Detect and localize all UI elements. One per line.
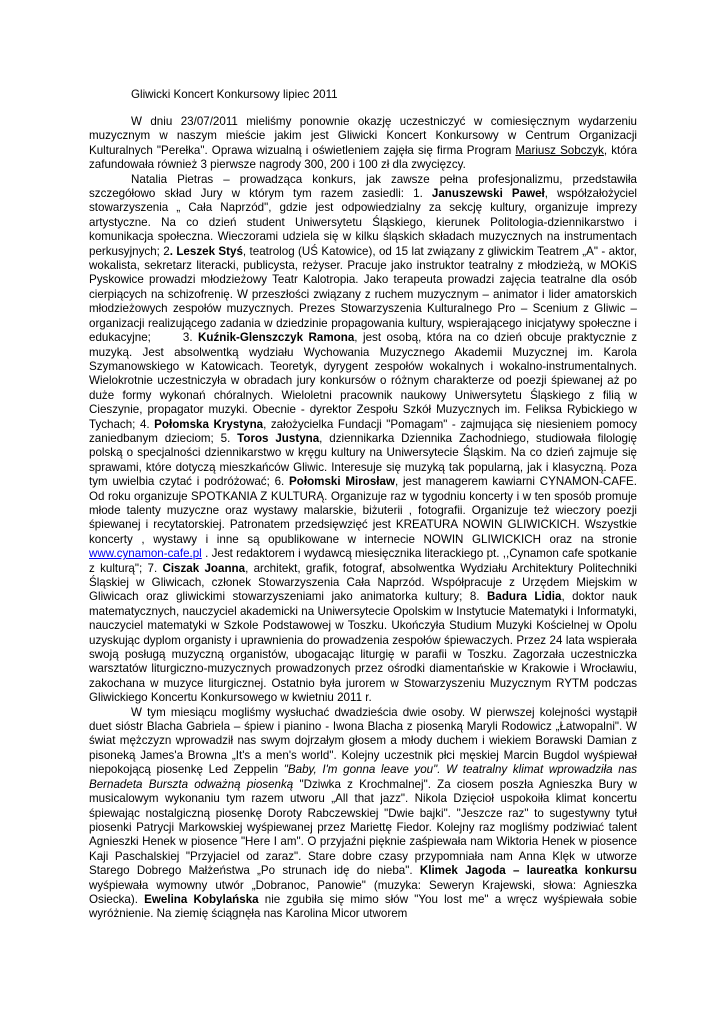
- jury-member-5: Toros Justyna: [237, 431, 320, 445]
- performers-text: W tym miesiącu mogliśmy wysłuchać dwadzieścia dwie osoby. W pierwszej kolejności wystąpił duet sióstr Blacha Gabriela – śpiew i pianino - Iwona Blacha z piosenką Maryli Rodowicz „Łatwopalni". W świat mężczyzn wprowadził nas swym dojrzałym głosem a młody duchem i wiekiem Borawski Damian z pisoneką James'a Browna „It's a men's world". Kolejny uczestnik płci męskiej Marcin Bugdol wyśpiewał niepokojącą piosenkę Led Zeppelin: [89, 705, 637, 777]
- jury-text: . Jest redaktorem i wydawcą miesięcznika literackiego pt. ,,Cynamon cafe spotkanie z kulturą"; 7.: [89, 547, 637, 575]
- intro-text-end: , która zafundowała również 3 pierwsze nagrody 300, 200 i 100 zł dla zwycięzcy.: [89, 143, 638, 172]
- jury-text: , doktor nauk matematycznych, nauczyciel akademicki na Uniwersytecie Opolskim w Instytucie Matematyki i Informatyki, nauczyciel matematyki w Szkole Podstawowej w Toszku. Ukończyła Studium Muzyki Kościelnej w Opolu uzyskując dyplom organisty i uprawnienia do prowadzenia zespołów śpiewaczych. Przez 24 lata wspierała swoją posługą muzyczną organistów, ubogacając liturgię w parafii w Toszku. Zagorzała uczestniczka warsztatów liturgiczno-muzycznych prowadzonych przez ośrodki diamentańskie w Krakowie i Wrocławiu, zakochana w muzyce liturgicznej. Ostatnio była jurorem w Stowarzyszeniu Muzycznym RYTM podczas Gliwickiego Koncertu Konkursowego w kwietniu 2011 r.: [89, 590, 637, 705]
- jury-text: , architekt, grafik, fotograf, absolwentka Wydziału Architektury Politechniki Śląskiej w Gliwicach, członek Stowarzyszenia Cała Naprzód. Współpracuje z Urzędem Miejskim w Gliwicach oraz gliwickimi stowarzyszeniami jako animatorka kultury; 8.: [89, 561, 637, 604]
- sponsor-name: Mariusz Sobczyk: [515, 143, 604, 157]
- performers-italic-text: "Baby, I'm gonna leave you". W teatralny klimat wprowadziła nas Bernadeta Burszta odważną piosenką: [89, 763, 637, 791]
- jury-member-1: Januszewski Paweł: [431, 187, 545, 201]
- performers-paragraph: [89, 706, 637, 922]
- jury-text: , współzałożyciel stowarzyszenia „ Cała Naprzód", gdzie jest odpowiedzialny za sekcję kultury, organizuje imprezy artystyczne. Na co dzień student Uniwersytetu Śląskiego, kierunek Politologia-dziennikarstwo i komunikacja społeczna. Wieczorami udziela się w kilku śląskich składach muzycznych na instrumentach perkusyjnych; 2: [89, 187, 638, 258]
- jury-text: , dziennikarka Dziennika Zachodniego, studiowała filologię polską o specjalności dziennikarstwo w kręgu kultury na Uniwersytecie Śląskim. Na co dzień zajmuje się sprawami, które dotyczą mieszkańców Gliwic. Interesuje się muzyką tak popularną, jak i klasyczną. Poza tym uwielbia czytać i podróżować; 6.: [89, 431, 637, 489]
- jury-member-4: Połomska Krystyna: [154, 417, 264, 431]
- jury-member-3: Kuźnik-Glenszczyk Ramona: [198, 331, 355, 345]
- jury-member-8: Badura Lidia: [487, 590, 562, 604]
- distinction-name: Ewelina Kobylańska: [144, 892, 259, 906]
- jury-text: , jest managerem kawiarni CYNAMON-CAFE. Od roku organizuje SPOTKANIA Z KULTURĄ. Organizuje raz w tygodniu koncerty i w ten sposób promuje młode talenty muzyczne oraz wystawy malarskie, biżuterii , fotografii. Organizuje też wieczory poezji śpiewanej i recytatorskiej. Patronatem przedsięwzięć jest KREATURA NOWIN GLIWICKICH. Wszystkie koncerty , wystawy i inne są opublikowane w internecie NOWIN GLIWICKICH oraz na stronie: [89, 475, 637, 546]
- jury-text: , założycielka Fundacji "Pomagam" - zajmująca się niesieniem pomocy zaniedbanym dzieciom; 5.: [89, 417, 637, 445]
- jury-text: Natalia Pietras – prowadząca konkurs, jak zawsze pełna profesjonalizmu, przedstawiła szczegółowo skład Jury w którym tym razem zasiedli: 1.: [89, 172, 637, 201]
- jury-text: 3.: [182, 331, 199, 345]
- jury-text: , jest osobą, która na co dzień obcuje praktycznie z muzyką. Jest absolwentką wydziału Wychowania Muzycznego Akademii Muzycznej im. Karola Szymanowskiego w Katowicach. Teoretyk, dyrygent zespołów wokalnych i wokalno-instrumentalnych. Wielokrotnie uczestniczyła w obradach jury konkursów o różnym charakterze od poezji śpiewanej aż po duże formy wykonań chóralnych. Wieloletni pracownik naukowy Uniwersytetu Śląskiego z filią w Cieszynie, propagator muzyki. Obecnie - dyrektor Zespołu Szkół Muzycznych im. Feliksa Rybickiego w Tychach; 4.: [89, 331, 638, 431]
- performers-text: wyśpiewała wymowny utwór „Dobranoc, Panowie" (muzyka: Seweryn Krajewski, słowa: Agnieszka Osiecka).: [89, 878, 637, 906]
- intro-paragraph: [89, 115, 637, 173]
- performers-text: nie zgubiła się mimo słów "You lost me" a wręcz wyśpiewała sobie wyróżnienie. Na ziemię ściągnęła nas Karolina Micor utworem: [89, 892, 637, 921]
- jury-paragraph: [89, 173, 637, 706]
- jury-text: , teatrolog (UŚ Katowice), od 15 lat związany z gliwickim Teatrem „A" - aktor, wokalista, sekretarz literacki, publicysta, reżyser. Pracuje jako instruktor teatralny z młodzieżą, w MOKiS Pyskowice prowadzi młodzieżowy Teatr Kalotropia. Jako terapeuta prowadzi zajęcia teatralne dla osób cierpiących na schizofrenię. W przeszłości związany z ruchem muzycznym – animator i lider amatorskich młodzieżowych zespołów muzycznych. Prezes Stowarzyszenia Kulturalnego Pro – Scenium z Gliwic – organizacji realizującego zadania w dziedzinie propagowania kultury, wspierającego inicjatywy społeczne i edukacyjne;: [89, 244, 637, 345]
- jury-member-7: Ciszak Joanna: [162, 561, 246, 575]
- document-title: Gliwicki Koncert Konkursowy lipiec 2011: [131, 88, 338, 101]
- performers-text: "Dziwka z Krochmalnej". Za ciosem poszła Agnieszka Bury w musicalowym wykonaniu tym razem utworu „All that jazz". Nikola Dzięcioł uspokoiła klimat koncertu śpiewając nostalgiczną piosenkę Doroty Rabczewskiej "Dwie bajki". "Jeszcze raz" to sugestywny tytuł piosenki Patrycji Markowskiej wyśpiewanej przez Mariettę Fiedor. Kolejny raz mogliśmy podziwiać talent Agnieszki Henek w piosence "Here I am". O przyjaźni pięknie zaśpiewała nam Wiktoria Henek w piosence Kaji Paschalskiej "Przyjaciel od zaraz". Stare dobre czasy przypomniała nam Anna Klęk w utworze Starego Dobrego Małżeństwa „Po strunach idę do nieba".: [89, 777, 637, 878]
- cynamon-cafe-link[interactable]: www.cynamon-cafe.pl: [89, 547, 202, 561]
- laureate-name: Klimek Jagoda – laureatka konkursu: [419, 864, 637, 878]
- jury-member-2: . Leszek Styś: [169, 244, 243, 258]
- jury-member-6: Połomski Mirosław: [289, 475, 395, 489]
- intro-text: W dniu 23/07/2011 mieliśmy ponownie okazję uczestniczyć w comiesięcznym wydarzeniu muzycznym w naszym mieście jakim jest Gliwicki Koncert Konkursowy w Centrum Organizacji Kulturalnych "Perełka". Oprawa wizualną i oświetleniem zajęła się firma Program: [89, 115, 637, 157]
